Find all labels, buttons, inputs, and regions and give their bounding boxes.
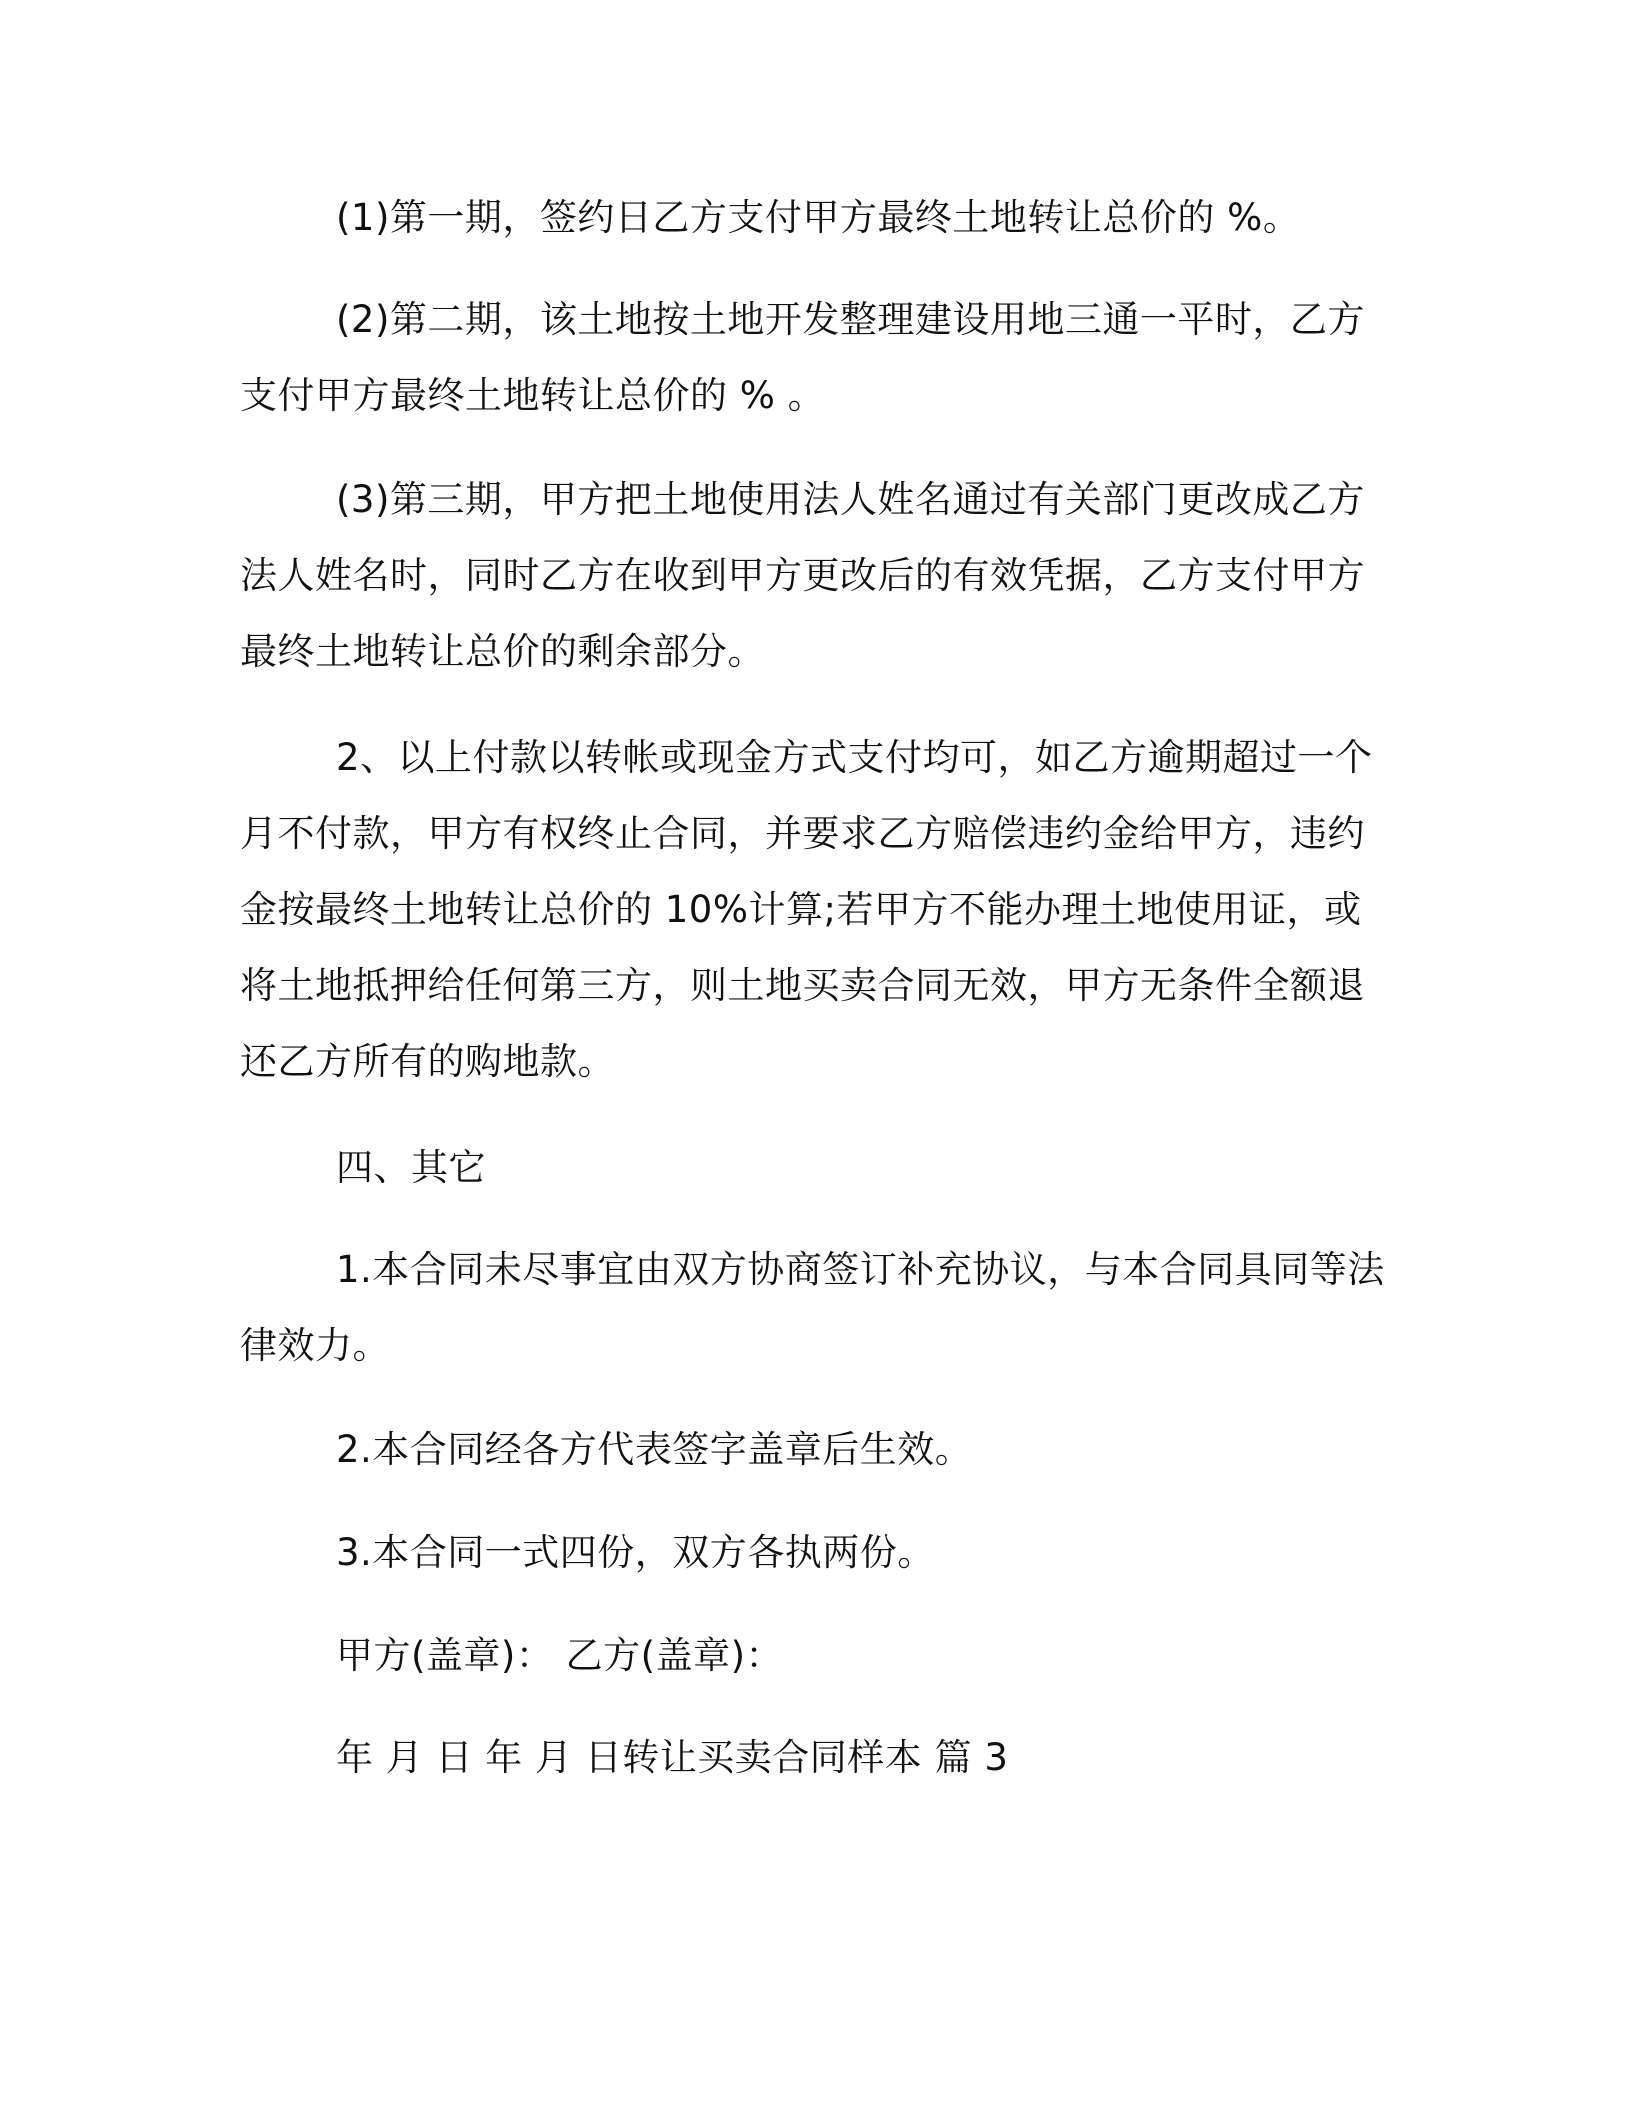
- other-clause-1: 1.本合同未尽事宜由双方协商签订补充协议，与本合同具同等法律效力。: [240, 1248, 1385, 1367]
- signature-parties: 甲方(盖章)： 乙方(盖章)：: [336, 1634, 784, 1677]
- payment-phase-3: (3)第三期，甲方把土地使用法人姓名通过有关部门更改成乙方法人姓名时，同时乙方在收到甲方更改后的有效凭据，乙方支付甲方最终土地转让总价的剩余部分。: [240, 478, 1365, 673]
- payment-phase-2: (2)第二期，该土地按土地开发整理建设用地三通一平时，乙方支付甲方最终土地转让总价的 % 。: [240, 298, 1365, 417]
- signature-dates-next-title: 年 月 日 年 月 日转让买卖合同样本 篇 3: [336, 1736, 1009, 1779]
- payment-phase-1: (1)第一期，签约日乙方支付甲方最终土地转让总价的 %。: [336, 196, 1301, 239]
- other-clause-3: 3.本合同一式四份，双方各执两份。: [336, 1531, 935, 1574]
- payment-terms-clause: 2、以上付款以转帐或现金方式支付均可，如乙方逾期超过一个月不付款，甲方有权终止合同，并要求乙方赔偿违约金给甲方，违约金按最终土地转让总价的 10%计算;若甲方不能办理土地使用证，或将土地抵押给任何第三方，则土地买卖合同无效，甲方无条件全额退还乙方所有的购地款。: [240, 736, 1373, 1083]
- other-clause-2: 2.本合同经各方代表签字盖章后生效。: [336, 1428, 973, 1471]
- section-heading-other: 四、其它: [336, 1146, 486, 1189]
